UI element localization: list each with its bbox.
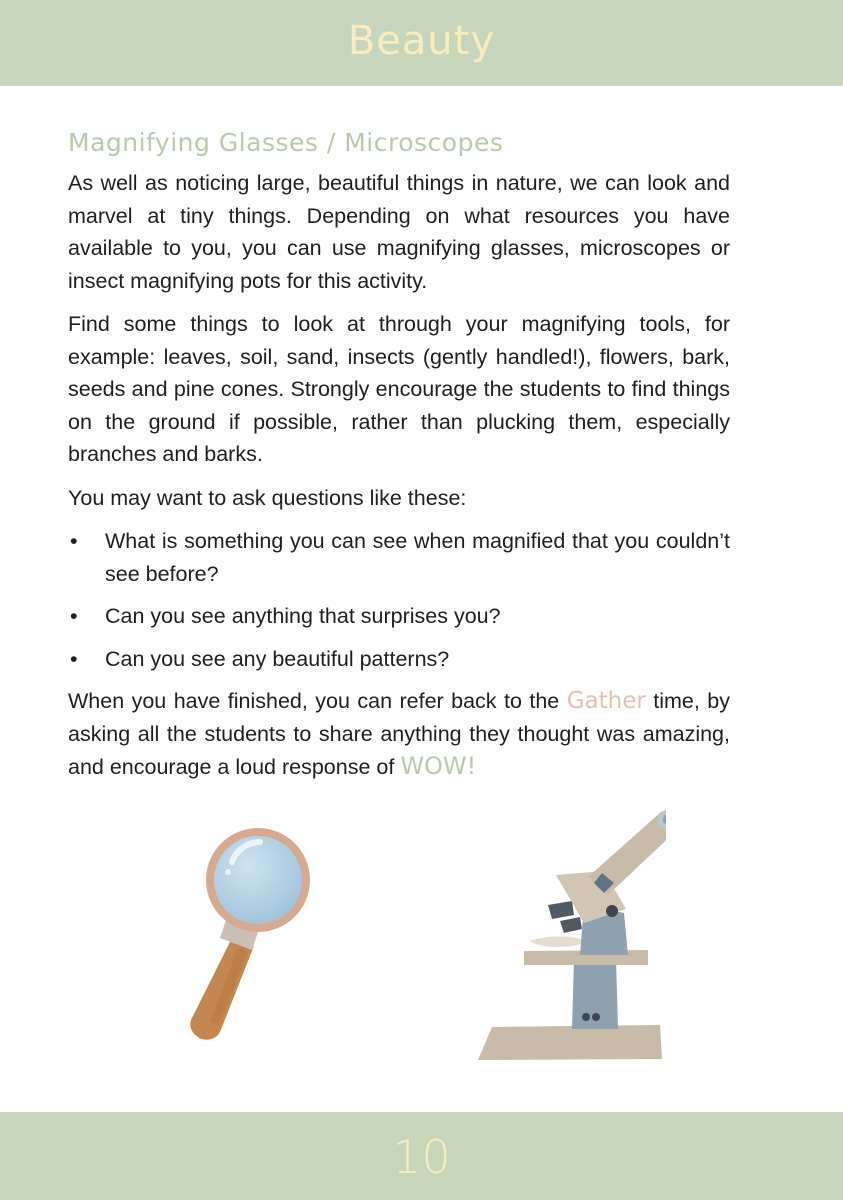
closing-text-1: When you have finished, you can refer back to the bbox=[68, 689, 567, 713]
microscope-icon bbox=[476, 805, 666, 1065]
list-item bbox=[68, 525, 730, 590]
gather-word: Gather bbox=[566, 688, 646, 714]
chapter-title: Beauty bbox=[347, 18, 496, 64]
questions-list bbox=[68, 525, 730, 675]
closing-text-2: time, by asking all the students to share anything they thought was amazing, and encourage a loud response of bbox=[68, 689, 730, 779]
list-item bbox=[68, 600, 730, 633]
question-text: Can you see anything that surprises you? bbox=[105, 604, 501, 628]
instructions-paragraph: Find some things to look at through your magnifying tools, for example: leaves, soil, sand, insects (gently handled!), flowers, bark, seeds and pine cones. Strongly encourage the students to find things on the ground if possible, rather than plucking them, especially branches and barks. bbox=[68, 312, 730, 466]
footer-band bbox=[0, 1112, 843, 1200]
intro-paragraph: As well as noticing large, beautiful things in nature, we can look and marvel at tiny things. Depending on what resources you have available to you, you can use magnifying glasses, microscopes or insect magnifying pots for this activity. bbox=[68, 171, 730, 293]
bullet: • bbox=[70, 604, 78, 628]
bullet: • bbox=[70, 529, 78, 553]
header-band bbox=[0, 0, 843, 86]
question-text: What is something you can see when magnified that you couldn’t see before? bbox=[105, 529, 730, 586]
list-item bbox=[68, 643, 730, 676]
section-heading: Magnifying Glasses / Microscopes bbox=[68, 128, 504, 157]
wow-word: WOW! bbox=[400, 752, 477, 780]
questions-intro: You may want to ask questions like these: bbox=[68, 485, 467, 510]
question-text: Can you see any beautiful patterns? bbox=[105, 646, 450, 671]
page-number: 10 bbox=[392, 1130, 451, 1184]
magnifying-glass-icon bbox=[160, 820, 320, 1050]
page-content bbox=[68, 128, 730, 795]
closing-paragraph bbox=[68, 685, 730, 784]
bullet: • bbox=[70, 646, 78, 671]
